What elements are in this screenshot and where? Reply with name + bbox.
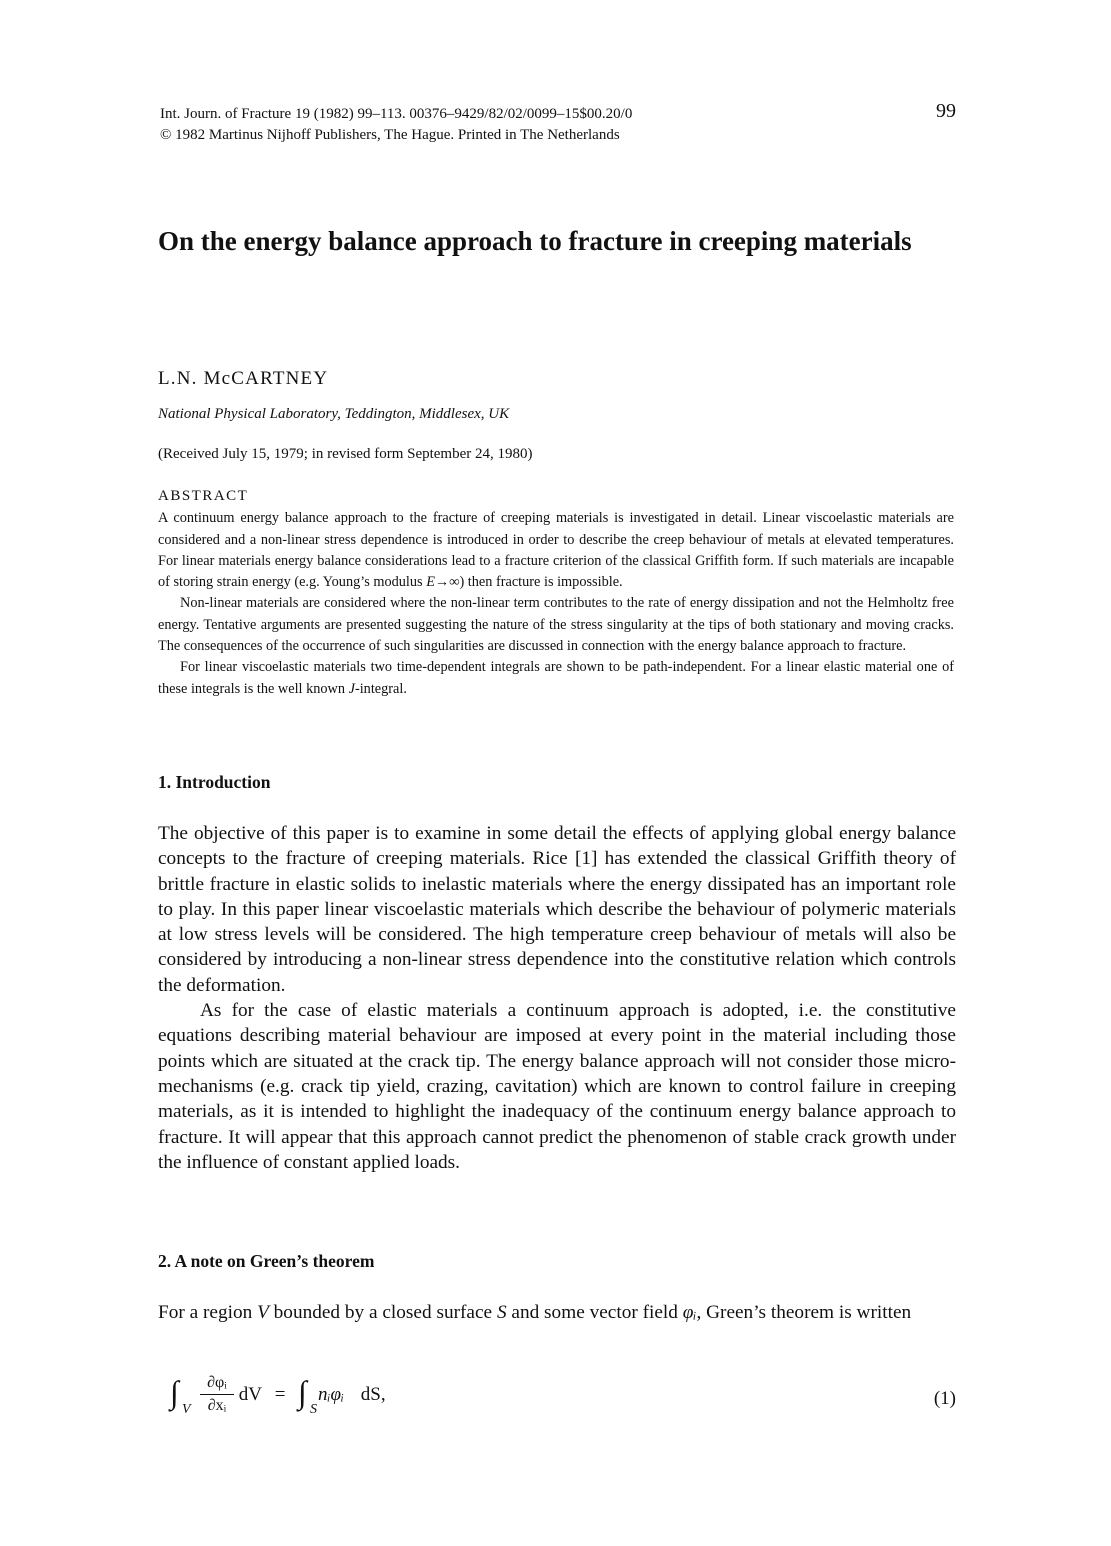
body-text: For a region (158, 1302, 258, 1323)
abstract-symbol: J (348, 680, 355, 697)
journal-citation (160, 104, 800, 146)
abstract-text: A continuum energy balance approach to the fracture of creeping materials is investigated in detail. Linear viscoelastic materials are considered and a non-linear stress dependence is introduced in order to describe the creep behaviour of metals at elevated temperatures. For linear materials energy balance considerations lead to a fracture criterion of the classical Griffith form. If such materials are incapable of storing strain energy (e.g. Young’s modulus (158, 510, 954, 591)
abstract-paragraph-1 (158, 508, 954, 593)
author-name: L.N. McCARTNEY (158, 368, 329, 389)
intro-paragraph-2: As for the case of elastic materials a continuum approach is adopted, i.e. the constitutive equations describing material behaviour are imposed at every point in the material including those points which are situated at the crack tip. The energy balance approach will not consider those micro-mechanisms (e.g. crack tip yield, crazing, cavitation) which are known to control failure in creeping materials, as it is intended to highlight the inadequacy of the continuum energy balance approach to fracture. It will appear that this approach cannot predict the phenomenon of stable crack growth under the influence of constant applied loads. (158, 1000, 956, 1173)
fraction-bar (200, 1394, 234, 1395)
math-symbol: φᵢ (682, 1302, 697, 1323)
abstract-symbol: E→∞ (426, 574, 460, 591)
introduction-body (158, 821, 956, 1175)
publisher-line: © 1982 Martinus Nijhoff Publishers, The Hague. Printed in The Netherlands (160, 127, 620, 143)
abstract-paragraph-2: Non-linear materials are considered where the non-linear term contributes to the rate of energy dissipation and not the Helmholtz free energy. Tentative arguments are presented suggesting the nature of the stress singularity at the tips of both stationary and moving cracks. The consequences of the occurrence of such singularities are discussed in connection with the energy balance approach to fracture. (158, 595, 954, 655)
received-dates: (Received July 15, 1979; in revised form September 24, 1980) (158, 446, 533, 462)
math-symbol: V (257, 1302, 269, 1323)
abstract-text: ) then fracture is impossible. (459, 574, 623, 591)
abstract (158, 486, 954, 700)
section-heading-greens-theorem: 2. A note on Green’s theorem (158, 1251, 375, 1271)
abstract-text: -integral. (354, 680, 407, 697)
greens-paragraph-1 (158, 1300, 956, 1325)
fraction-numerator: ∂φᵢ (207, 1374, 227, 1391)
greens-theorem-body (158, 1300, 956, 1325)
paper-title: On the energy balance approach to fracture in creeping materials (158, 226, 912, 256)
equation-rhs-differential: dS, (356, 1384, 386, 1405)
equation-lhs-differential: dV (234, 1384, 262, 1405)
page-number: 99 (936, 100, 956, 122)
integral-subscript: S (310, 1402, 317, 1417)
equals-sign: = (270, 1384, 291, 1405)
equation-1 (170, 1374, 956, 1424)
equation-number: (1) (933, 1388, 956, 1409)
abstract-heading: ABSTRACT (158, 488, 249, 504)
section-heading-introduction: 1. Introduction (158, 772, 271, 792)
body-text: bounded by a closed surface (268, 1302, 497, 1323)
math-symbol: S (496, 1302, 507, 1323)
body-text: , Green’s theorem is written (696, 1302, 912, 1323)
integral-subscript: V (182, 1402, 191, 1417)
abstract-paragraph-3 (158, 657, 954, 700)
journal-line: Int. Journ. of Fracture 19 (1982) 99–113. 00376–9429/82/02/0099–15$00.20/0 (160, 106, 633, 122)
body-text: and some vector field (506, 1302, 683, 1323)
intro-paragraph-1: The objective of this paper is to examine in some detail the effects of applying global energy balance concepts to the fracture of creeping materials. Rice [1] has extended the classical Griffith theory of brittle fracture in elastic solids to inelastic materials where the energy dissipated has an important role to play. In this paper linear viscoelastic materials which describe the behaviour of polymeric materials at low stress levels will be considered. The high temperature creep behaviour of metals will also be considered by introducing a non-linear stress dependence into the constitutive relation which controls the deformation. (158, 823, 956, 996)
integral-sign: ∫ (298, 1374, 307, 1410)
abstract-text: For linear viscoelastic materials two time-dependent integrals are shown to be path-independent. For a linear elastic material one of these integrals is the well known (158, 659, 954, 697)
integral-sign: ∫ (170, 1374, 179, 1410)
equation-rhs-integrand: nᵢφᵢ (318, 1384, 345, 1405)
author-affiliation: National Physical Laboratory, Teddington, Middlesex, UK (158, 406, 510, 422)
fraction-denominator: ∂xᵢ (207, 1397, 227, 1414)
